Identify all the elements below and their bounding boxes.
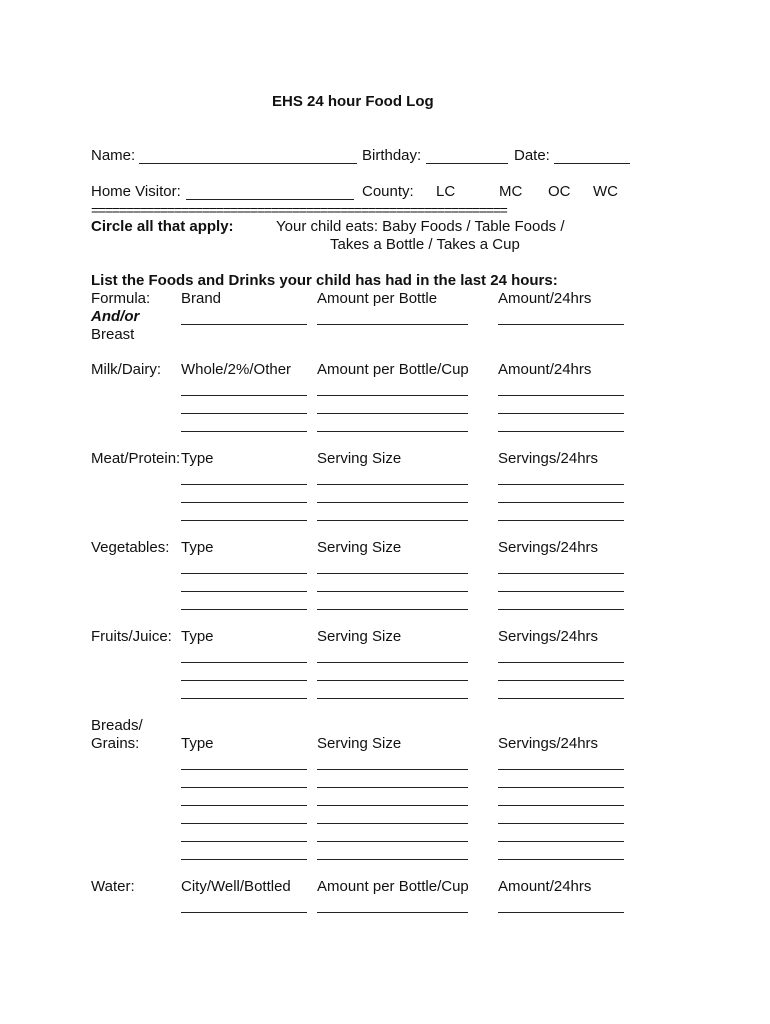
bread-line[interactable] [498,805,624,806]
veg-line[interactable] [498,591,624,592]
veg-col-type: Type [181,539,214,556]
veg-line[interactable] [181,609,307,610]
bread-line[interactable] [317,841,468,842]
bread-line[interactable] [317,805,468,806]
milk-col-amount: Amount per Bottle/Cup [317,361,469,378]
milk-line[interactable] [498,413,624,414]
bread-line[interactable] [498,769,624,770]
water-line[interactable] [181,912,307,913]
fruit-line[interactable] [498,662,624,663]
water-col-source: City/Well/Bottled [181,878,291,895]
bread-line[interactable] [317,859,468,860]
water-line[interactable] [498,912,624,913]
milk-line[interactable] [317,413,468,414]
bread-line[interactable] [317,787,468,788]
formula-brand-line[interactable] [181,324,307,325]
bread-line[interactable] [181,769,307,770]
andor-label: And/or [91,308,140,325]
milk-line[interactable] [181,395,307,396]
meat-col-type: Type [181,450,214,467]
county-option-oc[interactable]: OC [548,183,571,200]
fruit-col-serving: Serving Size [317,628,402,645]
meat-line[interactable] [317,502,468,503]
meat-line[interactable] [317,520,468,521]
fruit-line[interactable] [317,680,468,681]
meat-line[interactable] [181,520,307,521]
name-label: Name: [91,147,136,164]
water-line[interactable] [317,912,468,913]
meat-line[interactable] [181,484,307,485]
meat-line[interactable] [498,502,624,503]
veg-line[interactable] [317,591,468,592]
fruit-line[interactable] [181,680,307,681]
veg-line[interactable] [498,573,624,574]
meat-line[interactable] [498,484,624,485]
fruit-line[interactable] [181,662,307,663]
water-label: Water: [91,878,135,895]
bread-label: Breads/ [91,717,143,734]
bread-col-24hrs: Servings/24hrs [498,735,599,752]
veg-col-serving: Serving Size [317,539,402,556]
milk-line[interactable] [317,395,468,396]
name-field[interactable] [139,163,357,164]
bread-line[interactable] [317,769,468,770]
formula-col-amount-24hrs: Amount/24hrs [498,290,592,307]
county-label: County: [362,183,414,200]
fruit-line[interactable] [498,680,624,681]
formula-label: Formula: [91,290,151,307]
meat-line[interactable] [317,484,468,485]
veg-label: Vegetables: [91,539,170,556]
formula-24hrs-line[interactable] [498,324,624,325]
water-col-amount: Amount per Bottle/Cup [317,878,469,895]
meat-col-24hrs: Servings/24hrs [498,450,599,467]
county-option-mc[interactable]: MC [499,183,523,200]
county-option-wc[interactable]: WC [593,183,618,200]
page-title: EHS 24 hour Food Log [272,93,434,110]
bread-line[interactable] [498,859,624,860]
bread-line[interactable] [181,823,307,824]
fruit-col-24hrs: Servings/24hrs [498,628,599,645]
veg-line[interactable] [317,573,468,574]
bread-line[interactable] [181,859,307,860]
bread-line[interactable] [498,823,624,824]
bread-line[interactable] [498,841,624,842]
bread-col-serving: Serving Size [317,735,402,752]
grains-label: Grains: [91,735,140,752]
meat-col-serving: Serving Size [317,450,402,467]
county-option-lc[interactable]: LC [436,183,456,200]
fruit-line[interactable] [317,698,468,699]
bread-line[interactable] [181,787,307,788]
milk-line[interactable] [498,431,624,432]
milk-line[interactable] [181,413,307,414]
fruit-line[interactable] [317,662,468,663]
veg-line[interactable] [181,573,307,574]
list-heading: List the Foods and Drinks your child has had in the last 24 hours: [91,272,558,289]
bread-line[interactable] [498,787,624,788]
milk-line[interactable] [181,431,307,432]
child-eats-line1[interactable]: Your child eats: Baby Foods / Table Foods / [276,218,565,235]
meat-line[interactable] [498,520,624,521]
fruit-col-type: Type [181,628,214,645]
milk-line[interactable] [498,395,624,396]
child-eats-line2[interactable]: Takes a Bottle / Takes a Cup [330,236,520,253]
birthday-label: Birthday: [362,147,422,164]
formula-amount-line[interactable] [317,324,468,325]
veg-line[interactable] [181,591,307,592]
birthday-field[interactable] [426,163,508,164]
home-visitor-label: Home Visitor: [91,183,181,200]
milk-col-24hrs: Amount/24hrs [498,361,592,378]
divider: ============================================================ [91,202,507,218]
formula-col-brand: Brand [181,290,222,307]
meat-label: Meat/Protein: [91,450,181,467]
fruit-line[interactable] [181,698,307,699]
veg-line[interactable] [498,609,624,610]
milk-label: Milk/Dairy: [91,361,161,378]
home-visitor-field[interactable] [186,199,354,200]
fruit-line[interactable] [498,698,624,699]
milk-col-type: Whole/2%/Other [181,361,292,378]
date-label: Date: [514,147,550,164]
milk-line[interactable] [317,431,468,432]
bread-line[interactable] [181,805,307,806]
circle-label: Circle all that apply: [91,218,234,235]
water-col-24hrs: Amount/24hrs [498,878,592,895]
bread-line[interactable] [317,823,468,824]
veg-line[interactable] [317,609,468,610]
bread-line[interactable] [181,841,307,842]
formula-col-amount-per-bottle: Amount per Bottle [317,290,438,307]
date-field[interactable] [554,163,630,164]
breast-label: Breast [91,326,135,343]
bread-col-type: Type [181,735,214,752]
fruit-label: Fruits/Juice: [91,628,172,645]
meat-line[interactable] [181,502,307,503]
veg-col-24hrs: Servings/24hrs [498,539,599,556]
